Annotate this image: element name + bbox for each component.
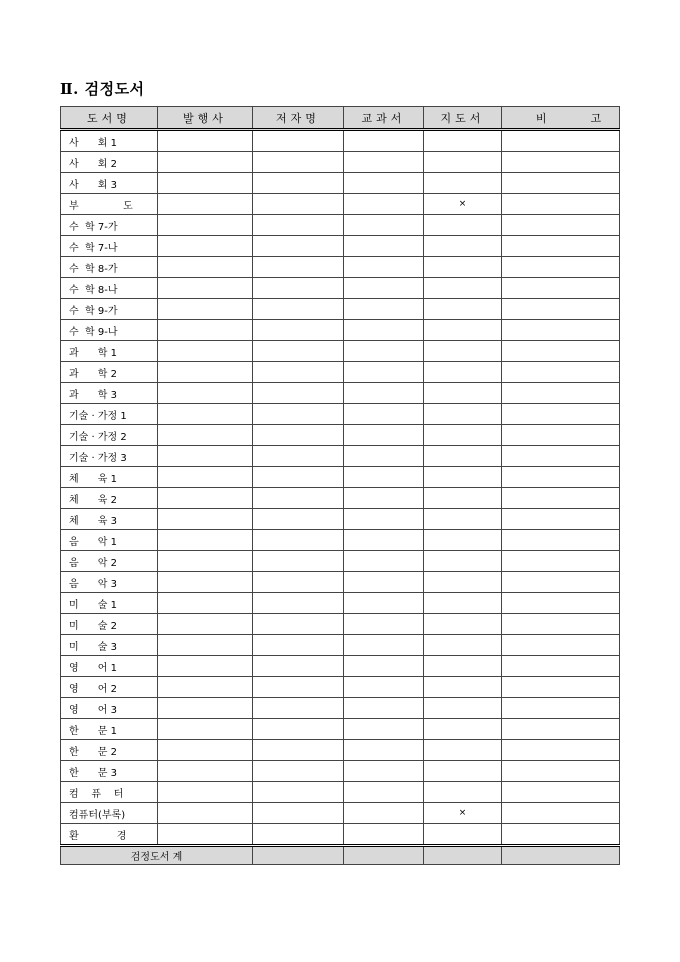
author-cell: [253, 257, 344, 278]
remarks-cell: [502, 446, 620, 467]
book-name-cell: 음 악 2: [61, 551, 158, 572]
author-cell: [253, 782, 344, 803]
publisher-cell: [158, 152, 253, 173]
textbook-table: [60, 106, 620, 865]
publisher-cell: [158, 215, 253, 236]
guidebook-cell: [424, 215, 502, 236]
remarks-cell: [502, 530, 620, 551]
table-row: [61, 404, 620, 425]
book-name-cell: 수 학 8-나: [61, 278, 158, 299]
textbook-cell: [344, 824, 424, 846]
remarks-cell: [502, 299, 620, 320]
book-name-cell: 과 학 2: [61, 362, 158, 383]
table-row: [61, 467, 620, 488]
author-cell: [253, 488, 344, 509]
guidebook-cell: [424, 341, 502, 362]
author-cell: [253, 320, 344, 341]
remarks-cell: [502, 551, 620, 572]
author-cell: [253, 656, 344, 677]
textbook-cell: [344, 719, 424, 740]
guidebook-cell: [424, 425, 502, 446]
col-header-guidebook: 지도서: [424, 107, 502, 130]
author-cell: [253, 551, 344, 572]
remarks-cell: [502, 614, 620, 635]
textbook-cell: [344, 467, 424, 488]
publisher-cell: [158, 824, 253, 846]
table-row: [61, 130, 620, 152]
guidebook-cell: [424, 152, 502, 173]
remarks-cell: [502, 572, 620, 593]
publisher-cell: [158, 341, 253, 362]
remarks-cell: [502, 782, 620, 803]
textbook-cell: [344, 215, 424, 236]
guidebook-cell: [424, 509, 502, 530]
table-row: [61, 152, 620, 173]
table-row: [61, 551, 620, 572]
publisher-cell: [158, 236, 253, 257]
guidebook-cell: [424, 530, 502, 551]
book-name-cell: 기술 · 가정 1: [61, 404, 158, 425]
guidebook-cell: [424, 614, 502, 635]
remarks-cell: [502, 215, 620, 236]
header-row: [61, 107, 620, 130]
guidebook-cell: [424, 593, 502, 614]
textbook-cell: [344, 635, 424, 656]
guidebook-cell: [424, 488, 502, 509]
publisher-cell: [158, 614, 253, 635]
col-header-textbook: 교과서: [344, 107, 424, 130]
guidebook-cell: [424, 404, 502, 425]
remarks-cell: [502, 488, 620, 509]
table-row: [61, 530, 620, 551]
publisher-cell: [158, 719, 253, 740]
book-name-cell: 과 학 3: [61, 383, 158, 404]
textbook-cell: [344, 404, 424, 425]
remarks-cell: [502, 740, 620, 761]
guidebook-cell: [424, 320, 502, 341]
publisher-cell: [158, 173, 253, 194]
publisher-cell: [158, 782, 253, 803]
book-name-cell: 영 어 1: [61, 656, 158, 677]
table-row: [61, 677, 620, 698]
author-cell: [253, 341, 344, 362]
table-row: [61, 173, 620, 194]
book-name-cell: 수 학 8-가: [61, 257, 158, 278]
author-cell: [253, 152, 344, 173]
table-row: [61, 635, 620, 656]
remarks-cell: [502, 152, 620, 173]
table-row: [61, 194, 620, 215]
table-row: [61, 761, 620, 782]
author-cell: [253, 173, 344, 194]
remarks-cell: [502, 803, 620, 824]
textbook-cell: [344, 341, 424, 362]
author-cell: [253, 635, 344, 656]
total-label: 검정도서 계: [61, 846, 253, 865]
book-name-cell: 한 문 3: [61, 761, 158, 782]
publisher-cell: [158, 425, 253, 446]
guidebook-cell: [424, 383, 502, 404]
table-row: [61, 698, 620, 719]
guidebook-cell: [424, 698, 502, 719]
author-cell: [253, 572, 344, 593]
author-cell: [253, 362, 344, 383]
table-row: [61, 488, 620, 509]
guidebook-cell: [424, 824, 502, 846]
author-cell: [253, 614, 344, 635]
guidebook-cell: ×: [424, 194, 502, 215]
publisher-cell: [158, 509, 253, 530]
guidebook-cell: [424, 467, 502, 488]
textbook-cell: [344, 257, 424, 278]
textbook-cell: [344, 698, 424, 719]
book-name-cell: 수 학 9-나: [61, 320, 158, 341]
remarks-cell: [502, 341, 620, 362]
table-row: [61, 257, 620, 278]
publisher-cell: [158, 404, 253, 425]
author-cell: [253, 215, 344, 236]
textbook-cell: [344, 130, 424, 152]
guidebook-cell: [424, 257, 502, 278]
remarks-cell: [502, 236, 620, 257]
publisher-cell: [158, 362, 253, 383]
publisher-cell: [158, 278, 253, 299]
table-row: [61, 362, 620, 383]
table-row: [61, 740, 620, 761]
publisher-cell: [158, 698, 253, 719]
remarks-cell: [502, 257, 620, 278]
guidebook-cell: [424, 173, 502, 194]
remarks-cell: [502, 824, 620, 846]
textbook-cell: [344, 614, 424, 635]
col-header-publisher: 발행사: [158, 107, 253, 130]
author-cell: [253, 719, 344, 740]
author-cell: [253, 698, 344, 719]
book-name-cell: 체 육 1: [61, 467, 158, 488]
author-cell: [253, 278, 344, 299]
author-cell: [253, 530, 344, 551]
guidebook-cell: [424, 635, 502, 656]
remarks-cell: [502, 719, 620, 740]
textbook-cell: [344, 362, 424, 383]
section-title: Ⅱ. 검정도서: [60, 80, 145, 98]
remarks-cell: [502, 362, 620, 383]
publisher-cell: [158, 656, 253, 677]
table-row: [61, 425, 620, 446]
col-header-book-name: 도서명: [61, 107, 158, 130]
book-name-cell: 영 어 3: [61, 698, 158, 719]
book-name-cell: 수 학 7-나: [61, 236, 158, 257]
guidebook-cell: [424, 130, 502, 152]
textbook-cell: [344, 425, 424, 446]
textbook-cell: [344, 194, 424, 215]
publisher-cell: [158, 551, 253, 572]
author-cell: [253, 299, 344, 320]
table-row: [61, 824, 620, 846]
publisher-cell: [158, 194, 253, 215]
guidebook-cell: [424, 278, 502, 299]
col-header-remarks-part-a: 비: [535, 111, 551, 125]
table-row: [61, 215, 620, 236]
textbook-cell: [344, 677, 424, 698]
book-name-cell: 한 문 2: [61, 740, 158, 761]
publisher-cell: [158, 383, 253, 404]
remarks-cell: [502, 320, 620, 341]
remarks-cell: [502, 278, 620, 299]
textbook-cell: [344, 320, 424, 341]
book-name-cell: 기술 · 가정 3: [61, 446, 158, 467]
author-cell: [253, 677, 344, 698]
guidebook-cell: [424, 299, 502, 320]
book-name-cell: 사 회 3: [61, 173, 158, 194]
total-author-cell: [253, 846, 344, 865]
book-name-cell: 과 학 1: [61, 341, 158, 362]
author-cell: [253, 425, 344, 446]
remarks-cell: [502, 383, 620, 404]
guidebook-cell: [424, 656, 502, 677]
textbook-cell: [344, 740, 424, 761]
book-name-cell: 컴 퓨 터: [61, 782, 158, 803]
textbook-cell: [344, 509, 424, 530]
remarks-cell: [502, 593, 620, 614]
textbook-cell: [344, 236, 424, 257]
publisher-cell: [158, 257, 253, 278]
total-textbook-cell: [344, 846, 424, 865]
remarks-cell: [502, 467, 620, 488]
guidebook-cell: [424, 719, 502, 740]
guidebook-cell: [424, 677, 502, 698]
remarks-cell: [502, 130, 620, 152]
book-name-cell: 음 악 1: [61, 530, 158, 551]
remarks-cell: [502, 404, 620, 425]
remarks-cell: [502, 635, 620, 656]
author-cell: [253, 467, 344, 488]
textbook-cell: [344, 278, 424, 299]
col-header-remarks: [502, 107, 620, 130]
textbook-cell: [344, 152, 424, 173]
remarks-cell: [502, 761, 620, 782]
publisher-cell: [158, 572, 253, 593]
author-cell: [253, 404, 344, 425]
author-cell: [253, 509, 344, 530]
author-cell: [253, 740, 344, 761]
textbook-cell: [344, 173, 424, 194]
author-cell: [253, 236, 344, 257]
book-name-cell: 수 학 9-가: [61, 299, 158, 320]
publisher-cell: [158, 740, 253, 761]
author-cell: [253, 761, 344, 782]
book-name-cell: 사 회 1: [61, 130, 158, 152]
publisher-cell: [158, 320, 253, 341]
book-name-cell: 한 문 1: [61, 719, 158, 740]
author-cell: [253, 383, 344, 404]
book-name-cell: 컴퓨터(부록): [61, 803, 158, 824]
book-name-cell: 음 악 3: [61, 572, 158, 593]
publisher-cell: [158, 761, 253, 782]
table-row: [61, 614, 620, 635]
remarks-cell: [502, 509, 620, 530]
remarks-cell: [502, 425, 620, 446]
publisher-cell: [158, 467, 253, 488]
remarks-cell: [502, 698, 620, 719]
author-cell: [253, 593, 344, 614]
textbook-cell: [344, 383, 424, 404]
publisher-cell: [158, 130, 253, 152]
table-row: [61, 341, 620, 362]
guidebook-cell: [424, 362, 502, 383]
publisher-cell: [158, 299, 253, 320]
table-row: [61, 803, 620, 824]
guidebook-cell: [424, 572, 502, 593]
publisher-cell: [158, 593, 253, 614]
guidebook-cell: [424, 236, 502, 257]
book-name-cell: 기술 · 가정 2: [61, 425, 158, 446]
guidebook-cell: [424, 782, 502, 803]
guidebook-cell: [424, 761, 502, 782]
publisher-cell: [158, 677, 253, 698]
table-row: [61, 446, 620, 467]
book-name-cell: 미 술 2: [61, 614, 158, 635]
textbook-cell: [344, 446, 424, 467]
table-row: [61, 320, 620, 341]
publisher-cell: [158, 488, 253, 509]
publisher-cell: [158, 530, 253, 551]
remarks-cell: [502, 677, 620, 698]
textbook-cell: [344, 299, 424, 320]
table-row: [61, 593, 620, 614]
table-row: [61, 383, 620, 404]
total-guidebook-cell: [424, 846, 502, 865]
remarks-cell: [502, 656, 620, 677]
total-remarks-cell: [502, 846, 620, 865]
book-name-cell: 수 학 7-가: [61, 215, 158, 236]
remarks-cell: [502, 173, 620, 194]
author-cell: [253, 446, 344, 467]
book-name-cell: 체 육 3: [61, 509, 158, 530]
guidebook-cell: [424, 551, 502, 572]
author-cell: [253, 130, 344, 152]
book-name-cell: 미 술 3: [61, 635, 158, 656]
author-cell: [253, 824, 344, 846]
col-header-remarks-part-b: 고: [590, 111, 606, 125]
total-row: [61, 846, 620, 865]
textbook-cell: [344, 572, 424, 593]
guidebook-cell: ×: [424, 803, 502, 824]
textbook-cell: [344, 551, 424, 572]
author-cell: [253, 194, 344, 215]
table-row: [61, 719, 620, 740]
table-row: [61, 278, 620, 299]
table-row: [61, 509, 620, 530]
textbook-cell: [344, 488, 424, 509]
col-header-author: 저자명: [253, 107, 344, 130]
guidebook-cell: [424, 740, 502, 761]
table-row: [61, 656, 620, 677]
book-name-cell: 사 회 2: [61, 152, 158, 173]
book-name-cell: 부 도: [61, 194, 158, 215]
author-cell: [253, 803, 344, 824]
textbook-cell: [344, 593, 424, 614]
publisher-cell: [158, 803, 253, 824]
textbook-cell: [344, 761, 424, 782]
book-name-cell: 환 경: [61, 824, 158, 846]
textbook-cell: [344, 656, 424, 677]
book-name-cell: 미 술 1: [61, 593, 158, 614]
publisher-cell: [158, 635, 253, 656]
book-name-cell: 체 육 2: [61, 488, 158, 509]
textbook-cell: [344, 530, 424, 551]
table-row: [61, 572, 620, 593]
publisher-cell: [158, 446, 253, 467]
table-row: [61, 236, 620, 257]
book-name-cell: 영 어 2: [61, 677, 158, 698]
textbook-cell: [344, 803, 424, 824]
table-row: [61, 782, 620, 803]
table-row: [61, 299, 620, 320]
textbook-cell: [344, 782, 424, 803]
remarks-cell: [502, 194, 620, 215]
guidebook-cell: [424, 446, 502, 467]
